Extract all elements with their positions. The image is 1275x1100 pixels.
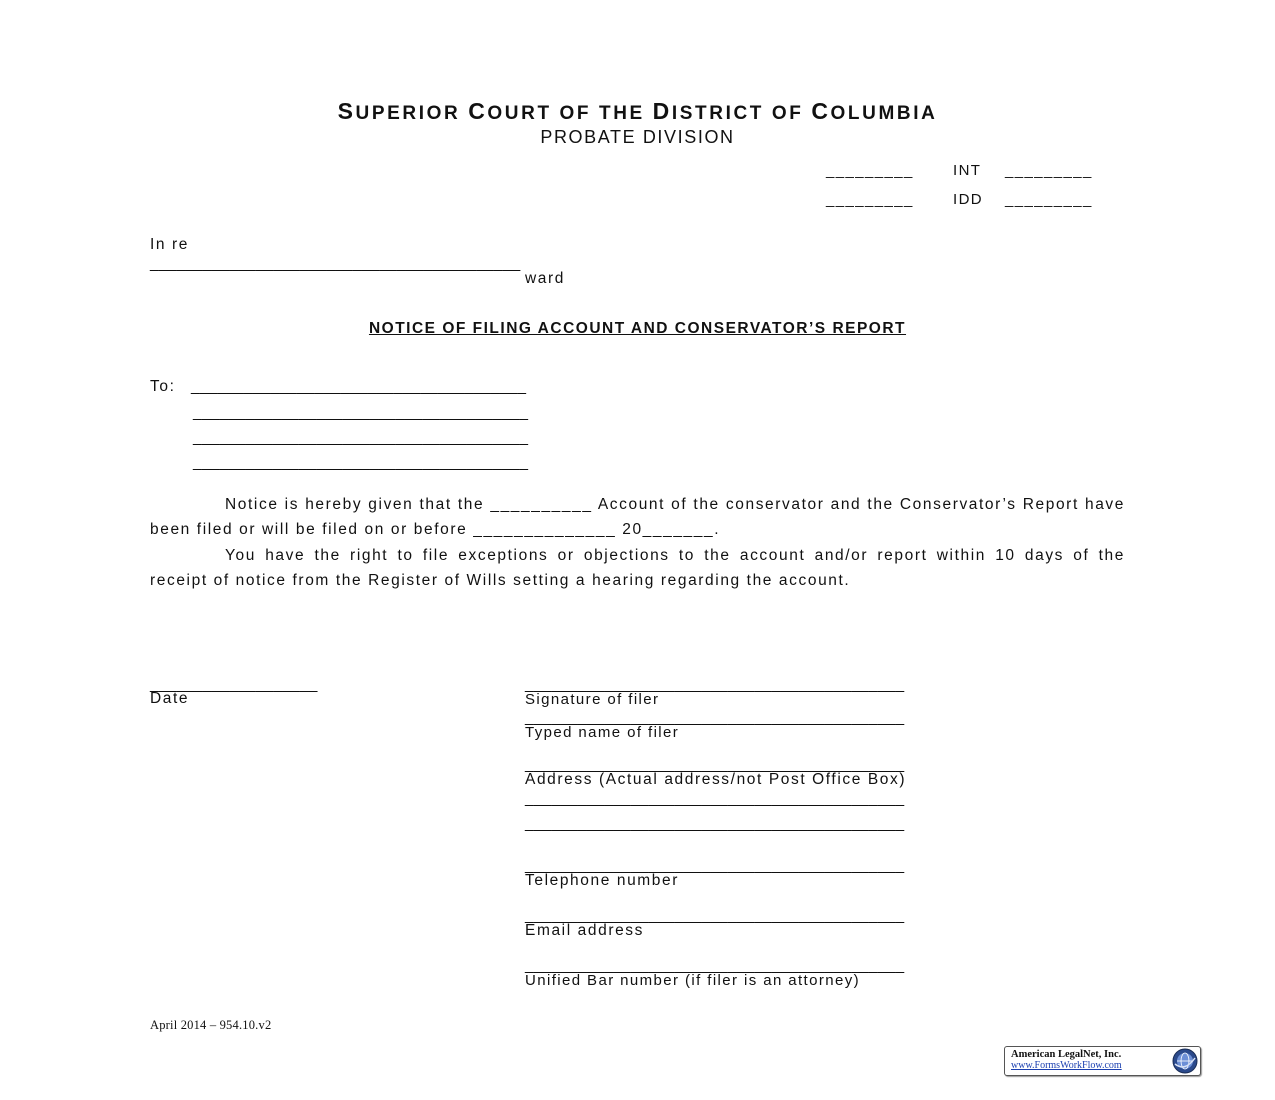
court-title-initial-c: C <box>468 98 488 124</box>
bar-number-label: Unified Bar number (if filer is an attorney) <box>525 972 861 989</box>
recipient-blank[interactable]: ______________________________________ <box>193 454 529 471</box>
court-title-initial-c: C <box>811 98 831 124</box>
logo-link[interactable]: www.FormsWorkFlow.com <box>1011 1060 1122 1071</box>
court-title-part: OLUMBIA <box>830 103 938 124</box>
telephone-line[interactable]: ___________________________________________ <box>525 857 905 874</box>
publisher-logo[interactable] <box>1004 1046 1201 1076</box>
form-title-text: NOTICE OF FILING ACCOUNT AND CONSERVATOR’S REPORT <box>368 320 907 337</box>
logo-company-name: American LegalNet, Inc. <box>1011 1049 1122 1060</box>
signature-line[interactable]: ___________________________________________ <box>525 676 905 693</box>
notice-paragraph: Notice is hereby given that the __________ Account of the conservator and the Conservator’s Report have been filed or will be filed on or before ______________ 20_______. <box>150 496 1125 539</box>
int-left-blank[interactable]: _________ <box>826 162 914 179</box>
court-title-part: OURT OF THE <box>487 103 653 124</box>
date-label: Date <box>150 690 190 707</box>
form-revision: April 2014 – 954.10.v2 <box>150 1018 272 1032</box>
ward-name-blank[interactable]: __________________________________________ <box>150 255 521 272</box>
court-title-initial-d: D <box>652 98 672 124</box>
idd-left-blank[interactable]: _________ <box>826 191 914 208</box>
ward-label: ward <box>525 270 565 287</box>
typed-name-line[interactable]: ___________________________________________ <box>525 709 905 726</box>
date-blank[interactable]: ___________________ <box>150 676 318 693</box>
to-label: To: <box>150 378 176 395</box>
bar-number-line[interactable]: ___________________________________________ <box>525 957 905 974</box>
address-line-3[interactable]: ___________________________________________ <box>525 815 905 832</box>
in-re-label: In re <box>150 236 190 253</box>
int-right-blank[interactable]: _________ <box>1005 162 1093 179</box>
rights-paragraph: You have the right to file exceptions or objections to the account and/or report within 10 days of the receipt of notice from the Register of Wills setting a hearing regarding the account. <box>150 546 1125 589</box>
form-title <box>0 320 1275 338</box>
court-title-part: UPERIOR <box>355 103 469 124</box>
email-line[interactable]: ___________________________________________ <box>525 907 905 924</box>
int-label: INT <box>953 162 982 179</box>
typed-name-label: Typed name of filer <box>525 724 680 741</box>
globe-icon <box>1172 1048 1198 1074</box>
court-title <box>0 98 1275 125</box>
signature-label: Signature of filer <box>525 691 660 708</box>
court-title-initial-s: S <box>337 98 356 124</box>
telephone-label: Telephone number <box>525 872 679 889</box>
recipient-blank[interactable]: ______________________________________ <box>193 404 529 421</box>
address-line-2[interactable]: ___________________________________________ <box>525 790 905 807</box>
email-label: Email address <box>525 922 645 939</box>
idd-right-blank[interactable]: _________ <box>1005 191 1093 208</box>
recipient-blank[interactable]: ______________________________________ <box>191 378 527 395</box>
recipient-blank[interactable]: ______________________________________ <box>193 429 529 446</box>
court-title-part: ISTRICT OF <box>671 103 812 124</box>
address-label: Address (Actual address/not Post Office Box) <box>525 771 907 788</box>
division-subtitle: PROBATE DIVISION <box>540 127 735 147</box>
idd-label: IDD <box>953 191 984 208</box>
address-line[interactable]: ___________________________________________ <box>525 756 905 773</box>
notice-body <box>150 492 1125 593</box>
